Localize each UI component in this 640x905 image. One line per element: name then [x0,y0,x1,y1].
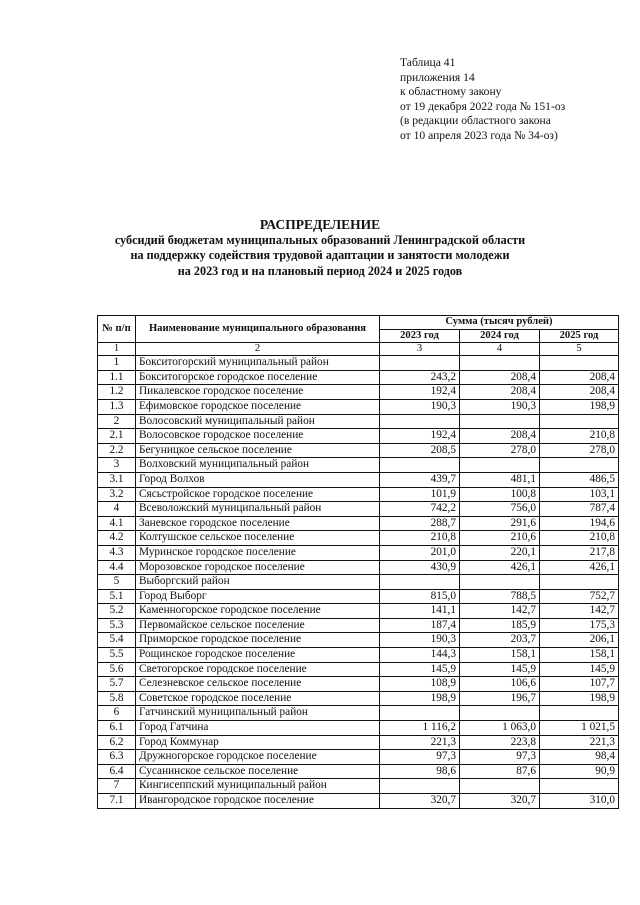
row-value-2025: 103,1 [540,487,619,502]
table-row [98,721,619,736]
row-name: Заневское городское поселение [136,516,380,531]
header-sum: Сумма (тысяч рублей) [380,316,619,330]
row-value-2023: 815,0 [380,589,460,604]
row-value-2023: 108,9 [380,677,460,692]
row-value-2025: 206,1 [540,633,619,648]
title-line: на 2023 год и на плановый период 2024 и 2025 годов [177,263,463,278]
row-value-2025: 208,4 [540,385,619,400]
table-row [98,502,619,517]
row-number: 4.4 [98,560,136,575]
row-name: Город Коммунар [136,735,380,750]
header-name: Наименование муниципального образования [136,316,380,343]
appendix-line: от 19 декабря 2022 года № 151-оз [400,99,566,113]
appendix-line: Таблица 41 [400,56,456,69]
table-row [98,516,619,531]
row-value-2025: 787,4 [540,502,619,517]
row-value-2023: 243,2 [380,370,460,385]
row-number: 2 [98,414,136,429]
row-value-2023: 742,2 [380,502,460,517]
row-value-2024: 87,6 [460,764,540,779]
row-number: 6.2 [98,735,136,750]
row-number: 4.1 [98,516,136,531]
row-value-2023: 192,4 [380,385,460,400]
title-line: субсидий бюджетам муниципальных образований Ленинградской области [114,233,526,247]
table-row [98,414,619,429]
row-value-2024 [460,414,540,429]
table-row [98,735,619,750]
row-value-2025 [540,779,619,794]
row-value-2024: 142,7 [460,604,540,619]
row-number: 7 [98,779,136,794]
row-value-2025: 486,5 [540,472,619,487]
column-index: 5 [540,343,619,356]
row-value-2023 [380,458,460,473]
row-value-2023: 210,8 [380,531,460,546]
table-row [98,589,619,604]
appendix-line: к областному закону [400,85,502,99]
title-heading: РАСПРЕДЕЛЕНИЕ [259,217,381,232]
row-name: Каменногорское городское поселение [136,604,380,619]
table-row [98,604,619,619]
row-value-2023: 192,4 [380,429,460,444]
header-number: № п/п [98,316,136,343]
row-name: Ивангородское городское поселение [136,794,380,809]
row-value-2023: 187,4 [380,618,460,633]
row-value-2023: 221,3 [380,735,460,750]
distribution-table [97,315,619,809]
row-value-2023: 190,3 [380,633,460,648]
table-row [98,575,619,590]
row-number: 5.3 [98,618,136,633]
row-value-2024: 158,1 [460,648,540,663]
table-row [98,356,619,371]
row-number: 5.8 [98,691,136,706]
table-row [98,531,619,546]
row-number: 1 [98,356,136,371]
row-number: 6.1 [98,721,136,736]
row-value-2024: 203,7 [460,633,540,648]
row-value-2025: 90,9 [540,764,619,779]
table-row [98,399,619,414]
row-value-2025: 426,1 [540,560,619,575]
row-name: Сусанинское сельское поселение [136,764,380,779]
row-value-2024: 208,4 [460,429,540,444]
row-name: Гатчинский муниципальный район [136,706,380,721]
row-number: 5.6 [98,662,136,677]
table-row [98,370,619,385]
table-row [98,560,619,575]
row-value-2023 [380,414,460,429]
row-number: 5.7 [98,677,136,692]
table-row [98,545,619,560]
row-value-2023 [380,356,460,371]
table-row [98,706,619,721]
row-name: Дружногорское городское поселение [136,750,380,765]
row-name: Приморское городское поселение [136,633,380,648]
row-number: 3 [98,458,136,473]
table-row [98,443,619,458]
row-name: Город Выборг [136,589,380,604]
table-row [98,648,619,663]
row-value-2023: 101,9 [380,487,460,502]
row-value-2023: 198,9 [380,691,460,706]
row-name: Всеволожский муниципальный район [136,502,380,517]
row-value-2024: 291,6 [460,516,540,531]
appendix-note [400,56,565,144]
row-value-2023: 145,9 [380,662,460,677]
row-name: Сясьстройское городское поселение [136,487,380,502]
row-value-2024: 106,6 [460,677,540,692]
document-title [0,216,640,279]
row-value-2024: 320,7 [460,794,540,809]
header-year-2024: 2024 год [460,329,540,343]
row-value-2023: 97,3 [380,750,460,765]
row-name: Кингисеппский муниципальный район [136,779,380,794]
row-name: Морозовское городское поселение [136,560,380,575]
row-name: Пикалевское городское поселение [136,385,380,400]
row-value-2025: 198,9 [540,691,619,706]
row-value-2024: 100,8 [460,487,540,502]
row-value-2023 [380,779,460,794]
row-name: Волосовский муниципальный район [136,414,380,429]
appendix-line: приложения 14 [400,70,475,84]
row-number: 6.3 [98,750,136,765]
row-value-2024 [460,356,540,371]
row-value-2023: 439,7 [380,472,460,487]
table-row [98,794,619,809]
row-value-2023: 98,6 [380,764,460,779]
column-index-row [98,343,619,356]
row-name: Бегуницкое сельское поселение [136,443,380,458]
table-row [98,487,619,502]
row-value-2025: 217,8 [540,545,619,560]
table-row [98,677,619,692]
row-number: 4 [98,502,136,517]
table-row [98,458,619,473]
row-number: 5 [98,575,136,590]
row-name: Город Гатчина [136,721,380,736]
appendix-line: (в редакции областного закона [400,114,551,128]
row-name: Волховский муниципальный район [136,458,380,473]
row-name: Муринское городское поселение [136,545,380,560]
row-value-2024: 278,0 [460,443,540,458]
row-value-2024: 223,8 [460,735,540,750]
row-value-2024: 145,9 [460,662,540,677]
row-value-2025: 107,7 [540,677,619,692]
row-value-2024: 220,1 [460,545,540,560]
row-number: 5.5 [98,648,136,663]
row-value-2023 [380,706,460,721]
row-number: 4.2 [98,531,136,546]
row-value-2025: 175,3 [540,618,619,633]
row-name: Город Волхов [136,472,380,487]
row-value-2023: 1 116,2 [380,721,460,736]
row-number: 3.2 [98,487,136,502]
row-number: 1.1 [98,370,136,385]
row-number: 2.1 [98,429,136,444]
row-value-2025: 158,1 [540,648,619,663]
row-value-2025: 145,9 [540,662,619,677]
row-value-2024 [460,779,540,794]
row-number: 5.4 [98,633,136,648]
row-value-2025: 310,0 [540,794,619,809]
column-index: 1 [98,343,136,356]
row-value-2024: 196,7 [460,691,540,706]
row-name: Советское городское поселение [136,691,380,706]
header-year-2025: 2025 год [540,329,619,343]
column-index: 4 [460,343,540,356]
row-name: Селезневское сельское поселение [136,677,380,692]
row-name: Светогорское городское поселение [136,662,380,677]
row-name: Ефимовское городское поселение [136,399,380,414]
row-value-2025: 210,8 [540,429,619,444]
row-value-2023: 141,1 [380,604,460,619]
row-name: Волосовское городское поселение [136,429,380,444]
row-value-2023: 320,7 [380,794,460,809]
row-value-2023: 430,9 [380,560,460,575]
title-line: на поддержку содействия трудовой адаптации и занятости молодежи [130,248,510,263]
row-value-2025: 1 021,5 [540,721,619,736]
row-value-2025: 142,7 [540,604,619,619]
row-value-2025 [540,706,619,721]
row-value-2024 [460,458,540,473]
row-value-2025 [540,458,619,473]
row-name: Бокситогорский муниципальный район [136,356,380,371]
row-value-2025: 98,4 [540,750,619,765]
row-number: 1.3 [98,399,136,414]
row-value-2024: 208,4 [460,385,540,400]
row-value-2023: 288,7 [380,516,460,531]
row-value-2024: 210,6 [460,531,540,546]
row-value-2025 [540,356,619,371]
row-value-2024: 481,1 [460,472,540,487]
row-number: 6 [98,706,136,721]
table-row [98,385,619,400]
row-value-2025: 194,6 [540,516,619,531]
table-row [98,691,619,706]
row-value-2024: 1 063,0 [460,721,540,736]
table-row [98,618,619,633]
table-row [98,764,619,779]
row-value-2025: 198,9 [540,399,619,414]
row-value-2025: 752,7 [540,589,619,604]
appendix-line: от 10 апреля 2023 года № 34-оз) [400,128,558,142]
table-row [98,662,619,677]
row-value-2023: 190,3 [380,399,460,414]
row-number: 1.2 [98,385,136,400]
row-value-2024: 97,3 [460,750,540,765]
row-value-2025 [540,414,619,429]
row-number: 6.4 [98,764,136,779]
row-name: Бокситогорское городское поселение [136,370,380,385]
row-value-2025: 208,4 [540,370,619,385]
row-value-2025: 221,3 [540,735,619,750]
row-value-2024: 190,3 [460,399,540,414]
row-value-2025: 210,8 [540,531,619,546]
row-value-2023: 144,3 [380,648,460,663]
table-row [98,472,619,487]
column-index: 3 [380,343,460,356]
column-index: 2 [136,343,380,356]
row-value-2024: 756,0 [460,502,540,517]
row-value-2023: 201,0 [380,545,460,560]
table-row [98,429,619,444]
table-row [98,633,619,648]
header-year-2023: 2023 год [380,329,460,343]
row-value-2023: 208,5 [380,443,460,458]
row-name: Первомайское сельское поселение [136,618,380,633]
row-value-2023 [380,575,460,590]
row-value-2024 [460,575,540,590]
table-row [98,750,619,765]
row-number: 3.1 [98,472,136,487]
row-value-2024: 208,4 [460,370,540,385]
table-row [98,779,619,794]
row-number: 2.2 [98,443,136,458]
row-value-2024: 788,5 [460,589,540,604]
row-value-2025: 278,0 [540,443,619,458]
row-value-2024: 426,1 [460,560,540,575]
row-name: Выборгский район [136,575,380,590]
row-number: 5.2 [98,604,136,619]
row-value-2025 [540,575,619,590]
row-value-2024 [460,706,540,721]
row-number: 4.3 [98,545,136,560]
row-number: 7.1 [98,794,136,809]
row-number: 5.1 [98,589,136,604]
row-name: Рощинское городское поселение [136,648,380,663]
row-value-2024: 185,9 [460,618,540,633]
row-name: Колтушское сельское поселение [136,531,380,546]
